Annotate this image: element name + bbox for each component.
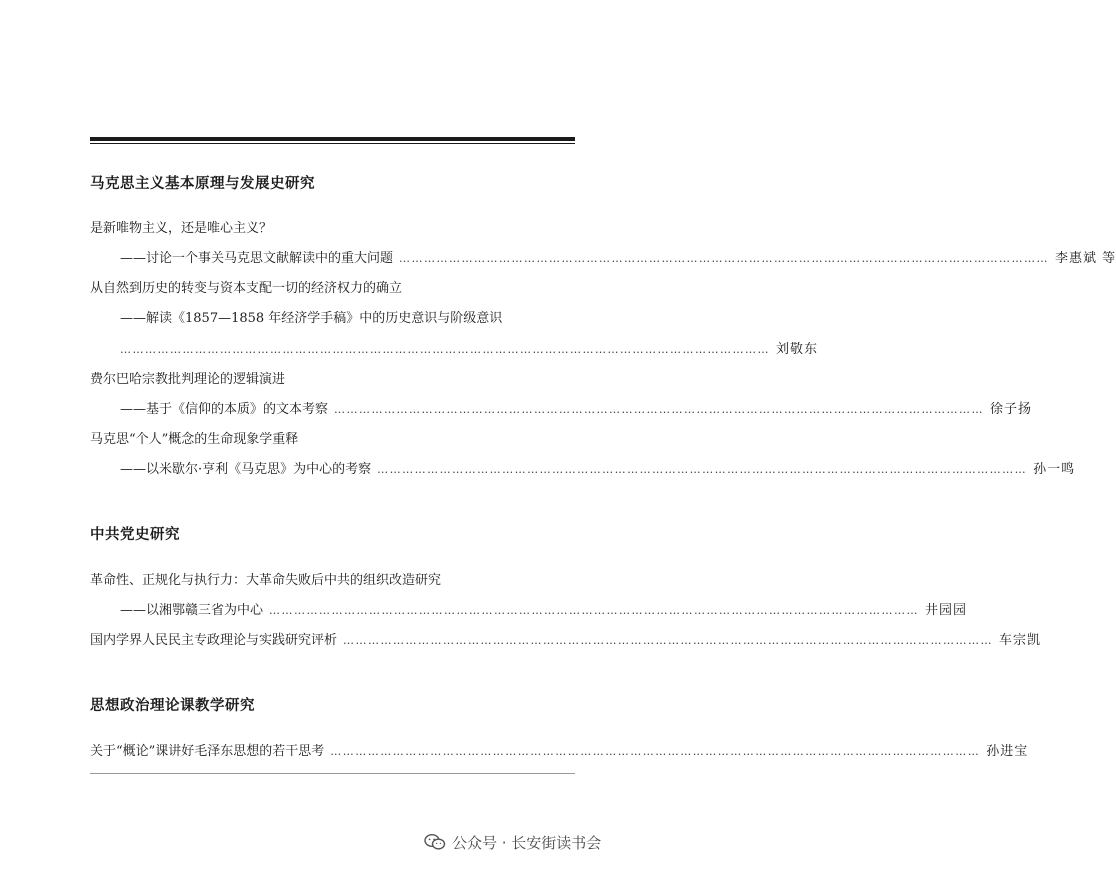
entry-subtitle-row — [120, 398, 1033, 418]
entry-title: 革命性、正规化与执行力：大革命失败后中共的组织改造研究 — [90, 573, 442, 588]
dot-leader: ………………………………………………………………………………………………………………………………………… — [334, 403, 985, 416]
entry-subtitle: ——基于《信仰的本质》的文本考察 — [120, 402, 329, 417]
entry-subtitle-row — [120, 458, 1076, 478]
entry-author: 井园园 — [925, 603, 968, 618]
entry-subtitle: ——讨论一个事关马克思文献解读中的重大问题 — [120, 251, 394, 266]
entry-author: 孙一鸣 — [1033, 462, 1076, 477]
section-title: 马克思主义基本原理与发展史研究 — [90, 176, 315, 192]
entry-row — [90, 629, 1042, 649]
entry-title: 从自然到历史的转变与资本支配一切的经济权力的确立 — [90, 281, 403, 296]
entry-subtitle-row — [120, 599, 968, 619]
entry-title: 关于“概论”课讲好毛泽东思想的若干思考 — [90, 744, 325, 759]
entry-subtitle-row — [120, 247, 1116, 267]
bottom-rule — [90, 773, 575, 774]
section-title: 中共党史研究 — [90, 527, 180, 543]
entry-author: 徐子扬 — [990, 402, 1033, 417]
top-rule-thin — [90, 143, 575, 144]
entry-row — [90, 740, 1029, 760]
entry-author: 李惠斌 等 — [1055, 251, 1116, 266]
dot-leader: ………………………………………………………………………………………………………………………………………… — [399, 252, 1050, 265]
entry-author: 孙进宝 — [986, 744, 1029, 759]
section-title: 思想政治理论课教学研究 — [90, 698, 255, 714]
dot-leader: ………………………………………………………………………………………………………………………………………… — [269, 604, 920, 617]
entry-subtitle: ——以湘鄂赣三省为中心 — [120, 603, 264, 618]
entry-subtitle: ——解读《1857—1858 年经济学手稿》中的历史意识与阶级意识 — [120, 311, 503, 326]
entry-author: 刘敬东 — [776, 342, 819, 357]
entry-title: 费尔巴哈宗教批判理论的逻辑演进 — [90, 372, 286, 387]
watermark — [424, 830, 601, 854]
entry-author-row — [120, 338, 819, 358]
entry-title: 国内学界人民民主专政理论与实践研究评析 — [90, 633, 338, 648]
entry-author: 车宗凯 — [999, 633, 1042, 648]
dot-leader: ………………………………………………………………………………………………………………………………………… — [377, 463, 1028, 476]
dot-leader: ………………………………………………………………………………………………………………………………………… — [120, 343, 770, 356]
wechat-icon — [424, 833, 446, 851]
top-rule — [90, 137, 575, 141]
entry-title: 马克思“个人”概念的生命现象学重释 — [90, 432, 299, 447]
watermark-text: 公众号 · 长安街读书会 — [452, 833, 602, 852]
dot-leader: ………………………………………………………………………………………………………………………………………… — [343, 634, 994, 647]
entry-title: 是新唯物主义，还是唯心主义？ — [90, 221, 273, 236]
dot-leader: ………………………………………………………………………………………………………………………………………… — [330, 745, 981, 758]
entry-subtitle: ——以米歇尔·亨利《马克思》为中心的考察 — [120, 462, 372, 477]
